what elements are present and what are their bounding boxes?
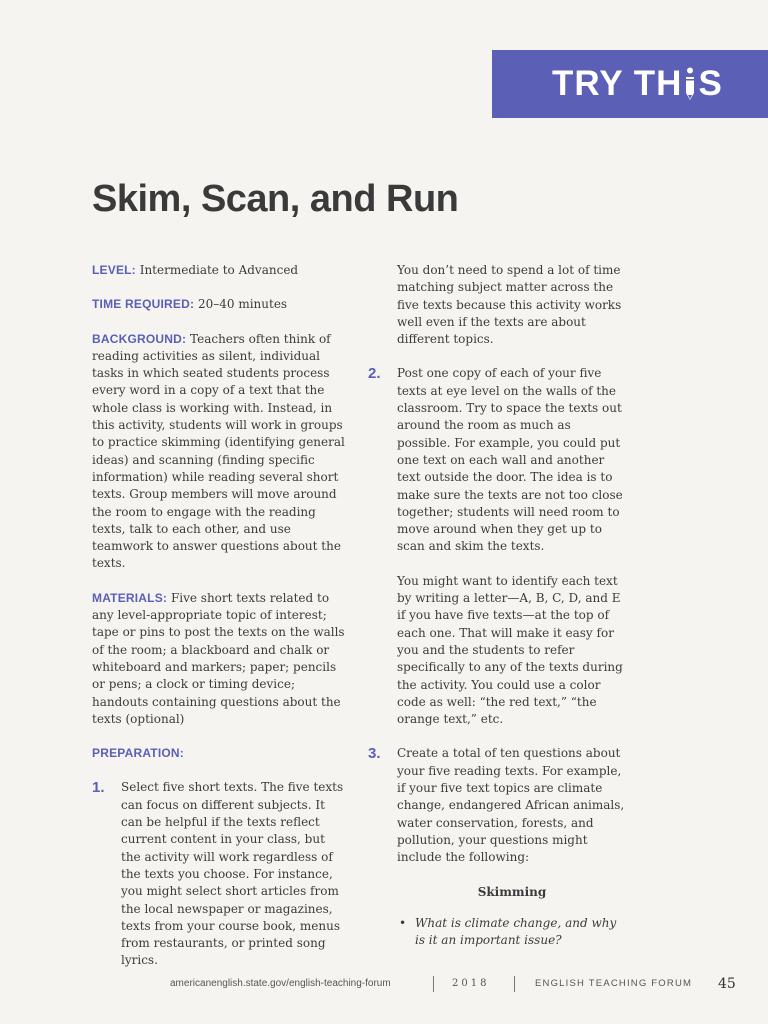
footer-url[interactable]: americanenglish.state.gov/english-teaching-forum <box>170 978 391 989</box>
step-2 <box>368 365 627 555</box>
step-1 <box>92 779 348 969</box>
step-3 <box>368 745 627 866</box>
materials-text: Five short texts related to any level-appropriate topic of interest; tape or pins to post the texts on the walls of the room; a blackboard and chalk or whiteboard and markers; paper; pencils or pens; a clock or timing device; handouts containing questions about the texts (optional) <box>92 590 345 726</box>
time-label: TIME REQUIRED: <box>92 297 195 312</box>
page-number: 45 <box>718 976 736 992</box>
preparation-heading: PREPARATION: <box>92 746 184 761</box>
bullet-item <box>397 915 627 950</box>
skimming-heading: Skimming <box>477 884 547 899</box>
right-column <box>368 262 627 949</box>
footer-divider <box>433 976 434 992</box>
time-text: 20–40 minutes <box>197 297 288 312</box>
step-3-text: Create a total of ten questions about your five reading texts. For example, if your five text topics are climate change, endangered African animals, water conservation, forests, and pollution, your questions might include the following: <box>397 746 625 865</box>
left-column <box>92 262 348 987</box>
banner-text-end: S <box>698 64 723 103</box>
banner-text-start: TRY TH <box>552 64 683 103</box>
materials-label: MATERIALS: <box>92 590 168 605</box>
step-1-number: 1. <box>92 779 105 797</box>
footer-year: 2018 <box>452 978 490 989</box>
bullet-icon: • <box>399 915 407 930</box>
footer-magazine: ENGLISH TEACHING FORUM <box>535 978 693 989</box>
footer-divider <box>514 976 515 992</box>
background-label: BACKGROUND: <box>92 331 187 346</box>
step-2-number: 2. <box>368 365 381 383</box>
level-label: LEVEL: <box>92 263 136 277</box>
bullet-text: What is climate change, and why is it an important issue? <box>415 915 617 948</box>
step-2-text: Post one copy of each of your five texts at eye level on the walls of the classroom. Try to space the texts out around the room as much as possible. For example, you could put one text on each wall and another text outside the door. The idea is to make sure the texts are not too close together; students will need room to move around when they get up to scan and skim the texts. <box>397 366 623 554</box>
background-paragraph <box>92 331 348 573</box>
try-this-banner <box>492 50 768 118</box>
level-text: Intermediate to Advanced <box>139 263 299 277</box>
page-footer <box>0 976 768 996</box>
page-title: Skim, Scan, and Run <box>92 178 459 220</box>
step-2-extra: You might want to identify each text by writing a letter—A, B, C, D, and E if you have five texts—at the top of each one. That will make it easy for you and the students to refer specifically to any of the texts during the activity. You could use a color code as well: “the red text,” “the orange text,” etc. <box>397 573 623 727</box>
level-paragraph <box>92 262 348 279</box>
step-3-number: 3. <box>368 745 381 763</box>
step-1-continued: You don’t need to spend a lot of time matching subject matter across the five texts because this activity works well even if the texts are about different topics. <box>397 263 622 347</box>
background-text: Teachers often think of reading activities as silent, individual tasks in which seated students process every word in a copy of a text that the whole class is working with. Instead, in this activity, students will work in groups to practice skimming (identifying general ideas) and scanning (finding specific information) while reading several short texts. Group members will move around the room to engage with the reading texts, talk to each other, and use teamwork to answer questions about the texts. <box>92 331 345 571</box>
pencil-icon <box>684 67 696 101</box>
time-paragraph <box>92 296 348 313</box>
materials-paragraph <box>92 590 348 728</box>
step-1-text: Select five short texts. The five texts can focus on different subjects. It can be helpful if the texts reflect current content in your class, but the activity will work regardless of the texts you choose. For instance, you might select short articles from the local newspaper or magazines, texts from your course book, menus from restaurants, or printed song lyrics. <box>121 780 344 968</box>
